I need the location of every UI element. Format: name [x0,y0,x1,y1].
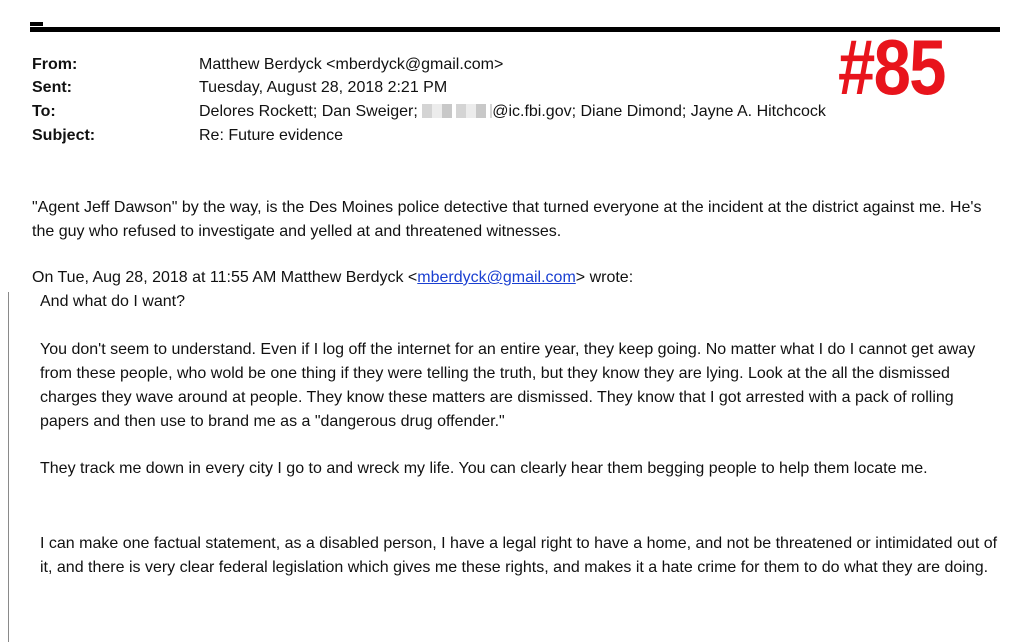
redacted-block [422,104,492,118]
header-from-value: Matthew Berdyck <mberdyck@gmail.com> [199,56,504,73]
header-sent-label: Sent: [32,79,72,96]
reply-paragraph: "Agent Jeff Dawson" by the way, is the Des Moines police detective that turned everyone at the incident at the district against me. He's the guy who refused to investigate and yelled at and threatened witnesses. [32,199,982,240]
header-to-value-start: Delores Rockett; Dan Sweiger; [199,103,423,120]
header-sent-value: Tuesday, August 28, 2018 2:21 PM [199,79,448,96]
quote-intro [32,266,992,290]
quoted-paragraph: And what do I want? [40,293,185,310]
header-from-label: From: [32,56,78,73]
header-to-value [199,101,826,123]
header-subject-value: Re: Future evidence [199,127,344,144]
quoted-paragraph: You don't seem to understand. Even if I log off the internet for an entire year, they keep going. No matter what I do I cannot get away from these people, who wold be one thing if they were telling the truth, but they know they are lying. Look at the all the dismissed charges they wave around at people. They know these matters are dismissed. They know that I got arrested with a pack of rolling papers and then use to brand me as a "dangerous drug offender." [40,341,976,430]
header-to-value-end: @ic.fbi.gov; Diane Dimond; Jayne A. Hitchcock [492,103,826,120]
top-rule-tick [30,22,43,26]
sender-email-link[interactable]: mberdyck@gmail.com [417,269,576,286]
exhibit-number-badge: #85 [838,23,945,111]
header-to-label: To: [32,103,56,120]
quoted-paragraph: They track me down in every city I go to and wreck my life. You can clearly hear them begging people to help them locate me. [40,460,928,477]
quoted-paragraph: I can make one factual statement, as a disabled person, I have a legal right to have a home, and not be threatened or intimidated out of it, and there is very clear federal legislation which gives me these rights, and makes it a hate crime for them to do what they are doing. [40,535,998,576]
quote-intro-text: On Tue, Aug 28, 2018 at 11:55 AM Matthew Berdyck < [32,269,418,286]
quote-intro-suffix: > wrote: [575,269,634,286]
header-subject-label: Subject: [32,127,96,144]
quote-bar [8,292,9,642]
